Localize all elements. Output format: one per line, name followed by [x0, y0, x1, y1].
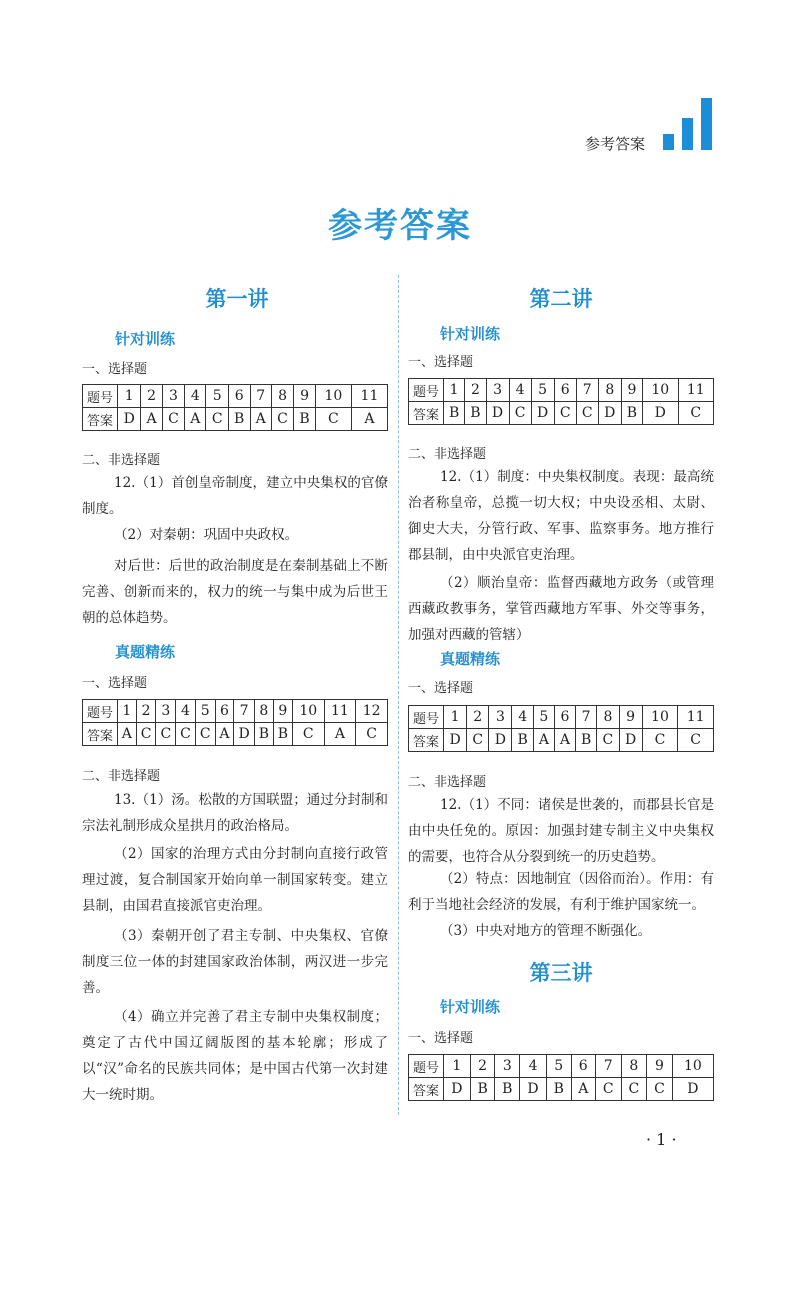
table-cell: A [533, 729, 554, 752]
table-row [83, 700, 388, 723]
table-cell: C [162, 408, 184, 431]
table-cell: 3 [495, 1055, 520, 1078]
table-cell: B [254, 723, 273, 746]
table-cell: 题号 [409, 706, 444, 729]
table-cell: 2 [465, 379, 486, 402]
right-s3-answer-table [408, 1054, 714, 1101]
left-s2-paragraph-4: （4）确立并完善了君主专制中央集权制度；奠定了古代中国辽阔版图的基本轮廓；形成了以“汉”命名的民族共同体；是中国古代第一次封建大一统时期。 [82, 1009, 388, 1103]
right-s1-paragraph-2: （2）顺治皇帝：监督西藏地方政务（或管理西藏政教事务，掌管西藏地方军事、外交等事务，加强对西藏的管辖） [408, 575, 714, 643]
table-cell: A [571, 1078, 595, 1101]
table-cell: 7 [575, 706, 596, 729]
table-cell: 6 [554, 706, 575, 729]
table-cell: C [576, 402, 598, 425]
table-row [83, 723, 388, 746]
table-cell: D [520, 1078, 547, 1101]
table-cell: 8 [621, 1055, 647, 1078]
table-cell: 9 [294, 385, 316, 408]
table-cell: 2 [141, 385, 162, 408]
table-cell: 8 [254, 700, 273, 723]
table-cell: A [118, 723, 137, 746]
table-cell: 题号 [409, 1055, 444, 1078]
page-title: 参考答案 [328, 206, 472, 246]
table-cell: 12 [356, 700, 388, 723]
table-cell: B [621, 402, 642, 425]
table-cell: A [215, 723, 234, 746]
table-row [409, 379, 714, 402]
table-row [409, 1078, 714, 1101]
table-row [409, 1055, 714, 1078]
table-row [83, 385, 388, 408]
table-cell: 5 [195, 700, 215, 723]
right-s1-paragraph-1: 12.（1）制度：中央集权制度。表现：最高统治者称皇帝，总揽一切大权；中央设丞相、太尉、御史大夫，分管行政、军事、监察事务。地方推行郡县制，由中央派官吏治理。 [408, 469, 714, 563]
table-cell: B [228, 408, 250, 431]
table-cell: C [621, 1078, 647, 1101]
table-cell: 10 [292, 700, 324, 723]
page-header-label: 参考答案 [585, 135, 646, 153]
table-cell: 6 [228, 385, 250, 408]
table-cell: 9 [647, 1055, 673, 1078]
table-cell: B [465, 402, 486, 425]
table-cell: 题号 [83, 385, 118, 408]
table-cell: B [546, 1078, 571, 1101]
table-cell: D [118, 408, 141, 431]
right-s1-choice-label: 一、选择题 [408, 355, 474, 370]
table-cell: D [489, 729, 512, 752]
table-cell: D [672, 1078, 713, 1101]
table-cell: 7 [250, 385, 271, 408]
left-s2-paragraph-2: （2）国家的治理方式由分封制向直接行政管理过渡，复合制国家开始向单一制国家转变。建立县制，由国君直接派官吏治理。 [82, 846, 388, 914]
table-cell: A [324, 723, 356, 746]
table-cell: 6 [554, 379, 576, 402]
table-cell: 5 [206, 385, 228, 408]
table-cell: 2 [136, 700, 156, 723]
right-s1-title: 针对训练 [440, 325, 501, 343]
left-s2-paragraph-3: （3）秦朝开创了君主专制、中央集权、官僚制度三位一体的封建国家政治体制，两汉进一步完善。 [82, 928, 388, 996]
table-cell: 答案 [409, 729, 444, 752]
left-s2-paragraph-1: 13.（1）汤。松散的方国联盟；通过分封制和宗法礼制形成众星拱月的政治格局。 [82, 792, 388, 834]
table-cell: 10 [643, 379, 678, 402]
table-cell: 10 [642, 706, 678, 729]
table-cell: D [619, 729, 642, 752]
table-cell: 7 [234, 700, 255, 723]
table-cell: 11 [324, 700, 356, 723]
table-cell: A [141, 408, 162, 431]
right-s1-nonchoice-label: 二、非选择题 [408, 447, 487, 462]
table-cell: 9 [273, 700, 292, 723]
table-cell: 题号 [409, 379, 444, 402]
table-cell: 题号 [83, 700, 118, 723]
table-cell: B [495, 1078, 520, 1101]
right-s2-paragraph-3: （3）中央对地方的管理不断强化。 [440, 923, 652, 939]
table-cell: C [678, 729, 714, 752]
table-cell: C [642, 729, 678, 752]
table-cell: A [351, 408, 387, 431]
table-cell: A [185, 408, 206, 431]
table-cell: 1 [444, 379, 465, 402]
table-cell: C [292, 723, 324, 746]
right-s2-answer-table [408, 705, 714, 752]
table-cell: A [554, 729, 575, 752]
table-cell: C [156, 723, 176, 746]
table-cell: 7 [595, 1055, 621, 1078]
table-cell: 2 [470, 1055, 495, 1078]
table-cell: 5 [546, 1055, 571, 1078]
table-cell: 11 [678, 379, 713, 402]
table-cell: C [647, 1078, 673, 1101]
table-cell: 1 [118, 385, 141, 408]
page-number: · 1 · [646, 1130, 677, 1149]
table-cell: 4 [520, 1055, 547, 1078]
table-cell: 答案 [83, 723, 118, 746]
table-cell: B [273, 723, 292, 746]
table-cell: 4 [512, 706, 533, 729]
table-cell: 8 [598, 379, 621, 402]
lecture-1-heading: 第一讲 [205, 287, 269, 311]
table-cell: 5 [533, 706, 554, 729]
table-cell: 答案 [409, 1078, 444, 1101]
table-cell: C [595, 1078, 621, 1101]
table-cell: C [315, 408, 351, 431]
table-cell: 4 [176, 700, 196, 723]
right-s2-choice-label: 一、选择题 [408, 681, 474, 696]
left-s2-answer-table [82, 699, 388, 746]
table-cell: D [598, 402, 621, 425]
table-cell: B [575, 729, 596, 752]
table-cell: D [444, 729, 467, 752]
lecture-3-heading: 第三讲 [529, 961, 593, 985]
table-cell: 8 [597, 706, 619, 729]
table-cell: 8 [271, 385, 293, 408]
right-s2-paragraph-2: （2）特点：因地制宜（因俗而治）。作用：有利于当地社会经济的发展，有利于维护国家统一。 [408, 871, 714, 913]
left-s1-paragraph-2: （2）对秦朝：巩固中央政权。 [114, 527, 299, 543]
table-cell: C [509, 402, 531, 425]
left-s2-choice-label: 一、选择题 [82, 676, 148, 691]
right-s3-title: 针对训练 [440, 998, 501, 1016]
left-s1-choice-label: 一、选择题 [82, 362, 148, 377]
table-cell: 10 [672, 1055, 713, 1078]
table-cell: B [294, 408, 316, 431]
table-cell: 3 [162, 385, 184, 408]
table-cell: 3 [489, 706, 512, 729]
table-cell: B [444, 402, 465, 425]
table-cell: 3 [156, 700, 176, 723]
table-cell: C [597, 729, 619, 752]
right-s2-paragraph-1: 12.（1）不同：诸侯是世袭的，而郡县长官是由中央任免的。原因：加强封建专制主义中央集权的需要，也符合从分裂到统一的历史趋势。 [408, 797, 714, 865]
table-cell: 答案 [83, 408, 118, 431]
table-cell: C [206, 408, 228, 431]
left-s1-paragraph-1: 12.（1）首创皇帝制度，建立中央集权的官僚制度。 [82, 475, 388, 517]
table-cell: 11 [351, 385, 387, 408]
table-cell: C [554, 402, 576, 425]
table-cell: B [512, 729, 533, 752]
table-cell: 4 [509, 379, 531, 402]
table-cell: 答案 [409, 402, 444, 425]
table-cell: 1 [444, 706, 467, 729]
table-row [409, 706, 714, 729]
table-cell: D [486, 402, 509, 425]
table-cell: 3 [486, 379, 509, 402]
left-s2-nonchoice-label: 二、非选择题 [82, 769, 161, 784]
table-row [409, 729, 714, 752]
table-cell: 10 [315, 385, 351, 408]
table-cell: 6 [215, 700, 234, 723]
left-s1-title: 针对训练 [115, 330, 176, 348]
table-cell: D [531, 402, 554, 425]
table-cell: 2 [467, 706, 489, 729]
table-cell: 4 [185, 385, 206, 408]
table-row [83, 408, 388, 431]
table-cell: 11 [678, 706, 714, 729]
lecture-2-heading: 第二讲 [529, 287, 593, 311]
table-cell: C [176, 723, 196, 746]
table-cell: C [136, 723, 156, 746]
table-cell: 9 [621, 379, 642, 402]
column-divider [398, 275, 399, 1115]
table-cell: 1 [444, 1055, 471, 1078]
table-cell: B [470, 1078, 495, 1101]
right-s3-choice-label: 一、选择题 [408, 1031, 474, 1046]
left-s1-answer-table [82, 384, 388, 431]
right-s2-nonchoice-label: 二、非选择题 [408, 775, 487, 790]
table-cell: C [356, 723, 388, 746]
table-cell: C [678, 402, 713, 425]
bar-chart-logo-icon [663, 98, 713, 150]
table-cell: D [643, 402, 678, 425]
right-s1-answer-table [408, 378, 714, 425]
left-s1-paragraph-3: 对后世：后世的政治制度是在秦制基础上不断完善、创新而来的，权力的统一与集中成为后世王朝的总体趋势。 [82, 558, 388, 626]
table-cell: 1 [118, 700, 137, 723]
table-cell: 6 [571, 1055, 595, 1078]
left-s2-title: 真题精练 [115, 643, 176, 661]
table-cell: 9 [619, 706, 642, 729]
table-cell: 7 [576, 379, 598, 402]
left-s1-nonchoice-label: 二、非选择题 [82, 453, 161, 468]
table-cell: A [250, 408, 271, 431]
table-cell: D [444, 1078, 471, 1101]
table-cell: C [195, 723, 215, 746]
table-cell: C [271, 408, 293, 431]
table-row [409, 402, 714, 425]
table-cell: D [234, 723, 255, 746]
table-cell: 5 [531, 379, 554, 402]
table-cell: C [467, 729, 489, 752]
right-s2-title: 真题精练 [440, 650, 501, 668]
